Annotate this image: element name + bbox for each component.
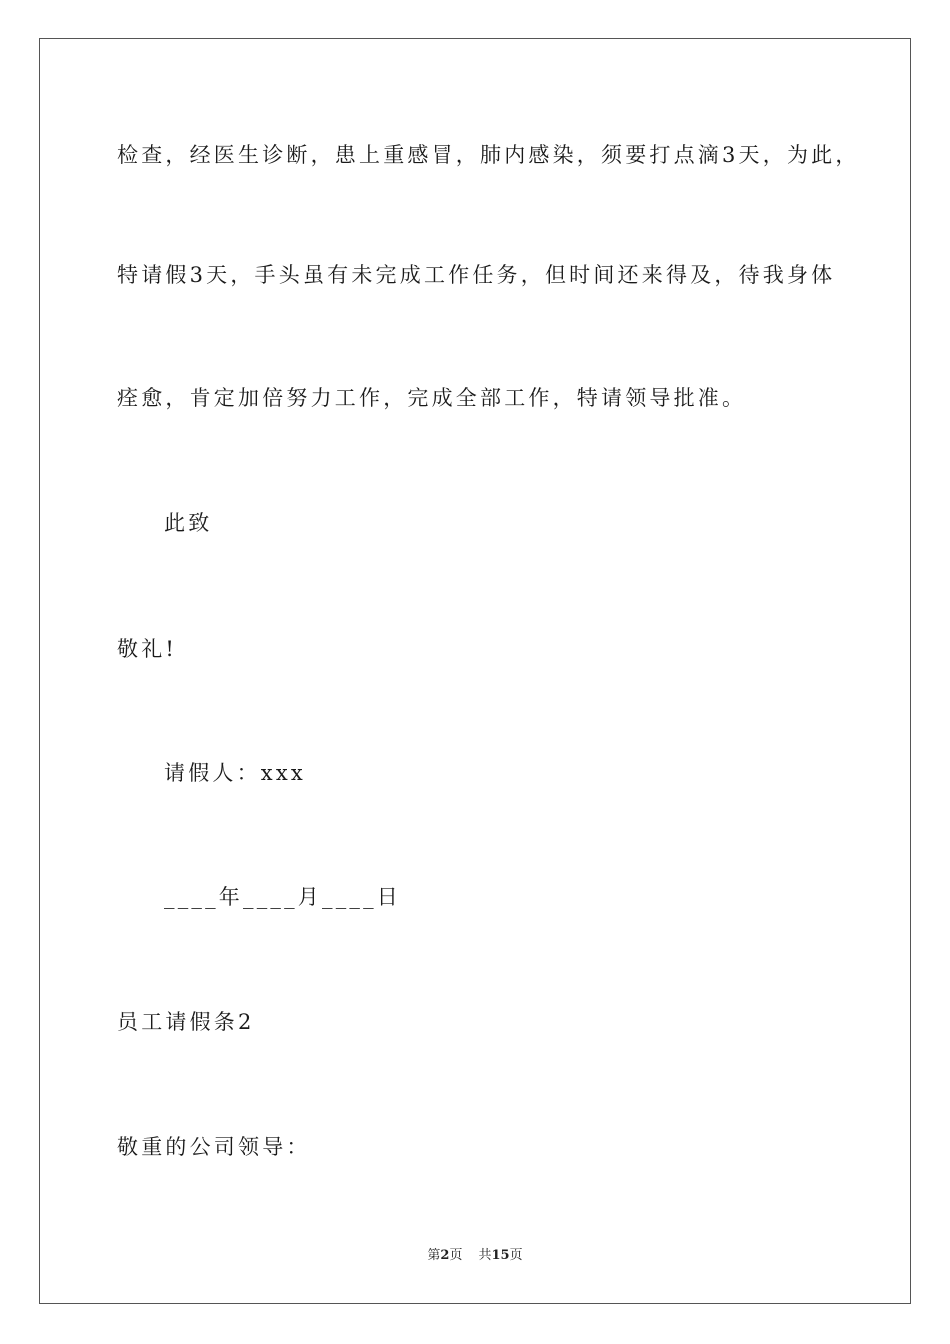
page-border: [39, 38, 911, 1304]
footer-prefix: 第: [427, 1248, 441, 1263]
footer-total-pages: 15: [491, 1248, 510, 1263]
closing-text: 此致: [164, 511, 213, 535]
salute-text: 敬礼!: [117, 637, 178, 661]
footer-page-number: 2: [440, 1248, 450, 1263]
date-line: ____年____月____日: [164, 885, 401, 909]
footer-total-suffix: 页: [509, 1248, 523, 1263]
footer-total-prefix: 共: [478, 1248, 492, 1263]
body-line-2: 特请假3天，手头虽有未完成工作任务，但时间还来得及，待我身体: [117, 263, 836, 287]
footer-page-suffix: 页: [449, 1248, 463, 1263]
body-line-3: 痊愈，肯定加倍努力工作，完成全部工作，特请领导批准。: [117, 386, 747, 410]
body-line-1: 检查，经医生诊断，患上重感冒，肺内感染，须要打点滴3天，为此，: [117, 143, 860, 167]
signature-line: 请假人：xxx: [164, 761, 306, 785]
page-footer: [0, 1247, 950, 1265]
greeting-line: 敬重的公司领导：: [117, 1135, 311, 1159]
section-title: 员工请假条2: [117, 1010, 255, 1034]
